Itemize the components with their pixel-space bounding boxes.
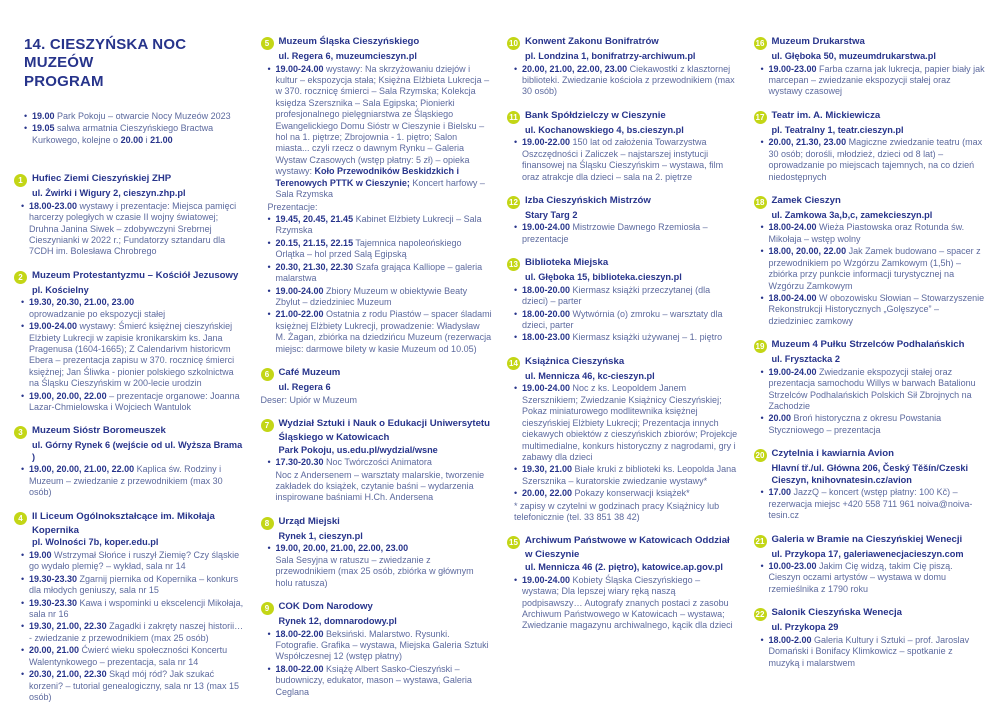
section-name: Konwent Zakonu Bonifratrów xyxy=(525,36,659,47)
time-label: 19.30, 21.00, 22.30 xyxy=(29,621,107,632)
time-label: 18.00, 20.00, 22.00 xyxy=(768,246,847,257)
section-name: Muzeum Sióstr Boromeuszek xyxy=(32,425,166,437)
bullet-icon: • xyxy=(760,413,764,424)
time-label: 19.00-24.00 xyxy=(29,321,78,332)
program-item: • 18.00-24.00 W obozowisku Słowian – Stowarzyszenie Rekonstrukcji Historycznych „Golęszyce” – dziedziniec zamkowy xyxy=(760,292,985,326)
bullet-icon: • xyxy=(267,285,271,296)
section-heading xyxy=(14,173,246,187)
section-number-badge: 19 xyxy=(754,340,767,353)
section-number-badge: 20 xyxy=(754,449,767,462)
time-label: 19.30-23.30 xyxy=(29,597,78,608)
section-number-badge: 17 xyxy=(754,111,767,124)
section-address: ul. Kochanowskiego 4, bs.cieszyn.pl xyxy=(525,124,684,135)
section-address: ul. Regera 6 xyxy=(278,382,331,393)
bullet-icon: • xyxy=(760,63,764,74)
section-heading xyxy=(261,601,493,615)
section-heading xyxy=(14,270,246,284)
bullet-icon: • xyxy=(21,597,25,608)
time-label: 19.00-24.00 xyxy=(522,222,571,233)
program-item: • 17.30-20.30 Noc Twórczości Animatora xyxy=(267,457,432,468)
section-heading xyxy=(754,448,986,462)
section-number-badge: 7 xyxy=(261,419,274,432)
bullet-icon: • xyxy=(514,488,518,499)
program-item: • 19.00, 20.00, 21.00, 22.00 Kaplica św. Rodziny i Muzeum – zwiedzanie z przewodnikiem (max 30 osób) xyxy=(21,464,223,498)
section-number-badge: 10 xyxy=(507,37,520,50)
program-section xyxy=(754,36,986,98)
section-name: Urząd Miejski xyxy=(278,515,340,527)
program-item: • 19.00-24.00 Mistrzowie Dawnego Rzemiosła – prezentacje xyxy=(514,222,708,244)
section-address: ul. Głęboka 50, muzeumdrukarstwa.pl xyxy=(771,51,936,61)
section-address: ul. Żwirki i Wigury 2, cieszyn.zhp.pl xyxy=(32,188,186,199)
section-address: Park Pokoju, us.edu.pl/wydzial/wsne xyxy=(278,444,438,455)
program-section xyxy=(754,607,986,669)
bullet-icon: • xyxy=(514,137,518,148)
section-address: ul. Zamkowa 3a,b,c, zamekcieszyn.pl xyxy=(771,209,933,220)
bullet-icon: • xyxy=(21,297,25,308)
section-name: Biblioteka Miejska xyxy=(525,257,609,269)
section-items xyxy=(754,222,986,327)
section-address: ul. Górny Rynek 6 (wejście od ul. Wyższa Brama ) xyxy=(32,440,243,462)
time-label: 19.00-23.00 xyxy=(768,63,817,74)
bullet-icon: • xyxy=(514,284,518,295)
bullet-icon: • xyxy=(24,123,28,134)
section-number-badge: 11 xyxy=(507,111,520,124)
section-address: Hlavní tř./ul. Główna 206, Český Těšín/Czeski Cieszyn, knihovnatesin.cz/avion xyxy=(771,463,969,485)
bullet-icon: • xyxy=(21,573,25,584)
program-item: • 20.00, 22.00 Pokazy konserwacji książek* xyxy=(514,488,690,499)
program-item: • 19.00-24.00 Zwiedzanie ekspozycji stałej oraz prezentacja samochodu Willys w barwach Batalionu Strzelców Podhalańskich Polskich Sił Zbrojnych na Zachodzie xyxy=(760,366,976,412)
time-label: 18.00-23.00 xyxy=(29,200,78,211)
section-number-badge: 21 xyxy=(754,535,767,548)
program-item: • 19.00, 20.00, 21.00, 22.00, 23.00 Sala Sesyjna w ratuszu – zwiedzanie z przewodnikiem (max 25 osób, zbiórka w głównym holu ratusza) xyxy=(267,543,474,588)
time-label: 21.00 xyxy=(150,134,173,145)
program-note: Noc z Andersenem – warsztaty malarskie, tworzenie zakładek do książek, czytanie baśni – wydarzenia inspirowane baśniami H.Ch. Andersena xyxy=(275,469,485,503)
program-item: • 19.00 Wstrzymał Słońce i ruszył Ziemię? Czy śląskie go wydało plemię? – wykład, sala nr 14 xyxy=(21,549,240,572)
section-items xyxy=(507,137,739,183)
section-heading xyxy=(14,511,246,537)
program-section xyxy=(507,535,739,631)
time-label: 20.00 xyxy=(768,413,792,424)
program-item: • 19.05 salwa armatnia Cieszyńskiego Bractwa Kurkowego, kolejne o 20.00 i 21.00 xyxy=(24,123,214,145)
section-name: Bank Spółdzielczy w Cieszynie xyxy=(525,109,666,121)
section-heading xyxy=(261,516,493,530)
time-label: 19.30, 20.30, 21.00, 23.00 xyxy=(29,297,135,308)
section-name: Teatr im. A. Mickiewicza xyxy=(771,109,881,121)
intro-list xyxy=(24,111,246,146)
page-title-line2: PROGRAM xyxy=(24,72,104,90)
section-address: Rynek 12, domnarodowy.pl xyxy=(278,616,397,627)
program-section xyxy=(14,511,246,704)
bullet-icon: • xyxy=(760,561,764,572)
program-item: • 19.30-23.30 Zgarnij piernika od Kopernika – konkurs dla młodych geniuszy, sala nr 15 xyxy=(21,573,239,596)
section-number-badge: 12 xyxy=(507,196,520,209)
section-items xyxy=(261,629,493,699)
page-title xyxy=(24,36,246,91)
time-label: 18.00-24.00 xyxy=(768,222,817,233)
time-label: 20.15, 21.15, 22.15 xyxy=(275,237,354,248)
bullet-icon: • xyxy=(760,634,764,645)
section-heading xyxy=(754,36,986,50)
section-number-badge: 9 xyxy=(261,602,274,615)
section-items xyxy=(14,297,246,413)
program-section xyxy=(507,36,739,98)
time-label: 17.30-20.30 xyxy=(275,457,324,468)
program-item: • 21.00-22.00 Ostatnia z rodu Piastów – spacer śladami księżnej Elżbiety Lukrecji, prowadzenie: Władysław M. Żagan, zbiórka na dziedzińcu Muzeum (rezerwacja miejsc: darmowe bilety w kasie Muzeum od 10.05) xyxy=(267,309,492,354)
time-label: 20.00, 22.00 xyxy=(522,488,573,499)
time-label: 19.00-24.00 xyxy=(522,574,571,585)
columns-container xyxy=(14,36,985,709)
section-items xyxy=(14,464,246,498)
bullet-icon: • xyxy=(514,222,518,233)
program-item: • 19.30-23.30 Kawa i wspominki u ekscelencji Mikołaja, sala nr 16 xyxy=(21,597,244,620)
time-label: 18.00-20.00 xyxy=(522,284,571,295)
program-section xyxy=(507,257,739,344)
section-number-badge: 18 xyxy=(754,196,767,209)
program-section xyxy=(14,425,246,498)
page-title-line1: 14. CIESZYŃSKA NOC MUZEÓW xyxy=(24,36,187,72)
section-number-badge: 4 xyxy=(14,512,27,525)
program-section xyxy=(14,270,246,414)
section-name: Café Muzeum xyxy=(278,367,341,379)
program-item: • 20.00, 21.00, 22.00, 23.00 Ciekawostki z klasztornej biblioteki. Zwiedzanie kościoła z przewodnikiem (max 30 osób) xyxy=(514,63,735,97)
section-items xyxy=(507,383,739,523)
section-heading xyxy=(507,356,739,370)
time-label: 20.30, 21.00, 22.30 xyxy=(29,669,107,680)
program-item: • 18.00-22.00 Beksiński. Malarstwo. Rysunki. Fotografie. Grafika – wystawa, Miejska Galeria Sztuki Współczesnej 12 (wstęp płatny) xyxy=(267,628,489,662)
time-label: 17.00 xyxy=(768,487,792,498)
bullet-icon: • xyxy=(21,390,25,401)
program-item: • 19.00-22.00 150 lat od założenia Towarzystwa Oszczędności i Zaliczek – najstarszej instytucji finansowej na Śląsku Cieszyńskim – wystawa, film oraz atrakcje dla dzieci – sala na 2. piętrze xyxy=(514,137,724,182)
program-item: • 18.00-20.00 Wytwórnia (o) zmroku – warsztaty dla dzieci, parter xyxy=(514,308,723,331)
section-address: Rynek 1, cieszyn.pl xyxy=(278,530,363,541)
section-name: Hufiec Ziemi Cieszyńskiej ZHP xyxy=(32,173,172,185)
section-heading xyxy=(754,534,986,548)
program-section xyxy=(754,110,986,183)
column-2 xyxy=(261,36,493,709)
program-item: • 19.00 Park Pokoju – otwarcie Nocy Muzeów 2023 xyxy=(24,110,231,121)
section-address: ul. Przykopa 17, galeriawenecjacieszyn.com xyxy=(771,548,964,559)
time-label: 19.30-23.30 xyxy=(29,573,78,584)
time-label: 19.00-24.00 xyxy=(522,383,571,394)
program-item: • 19.30, 21.00 Białe kruki z biblioteki ks. Leopolda Jana Szersznika – kuratorskie zwiedzanie wystawy* xyxy=(514,464,737,486)
program-section xyxy=(754,448,986,521)
section-address: pl. Kościelny xyxy=(32,284,89,295)
bullet-icon: • xyxy=(267,628,271,639)
time-label: 18.00-24.00 xyxy=(768,292,817,303)
column-4 xyxy=(754,36,986,709)
bullet-icon: • xyxy=(514,464,518,475)
section-number-badge: 15 xyxy=(507,536,520,549)
time-label: 19.00 xyxy=(29,549,52,560)
section-name: Muzeum Drukarstwa xyxy=(771,36,865,47)
time-label: 20.00 xyxy=(120,134,144,145)
bullet-icon: • xyxy=(21,669,25,680)
column-2-sections xyxy=(261,36,493,698)
section-address: ul. Regera 6, muzeumcieszyn.pl xyxy=(278,51,417,61)
bullet-icon: • xyxy=(267,237,271,248)
section-address: ul. Przykopa 29 xyxy=(771,622,839,633)
time-label: 19.00 xyxy=(32,110,55,121)
section-heading xyxy=(507,36,739,50)
section-heading xyxy=(261,418,493,444)
section-number-badge: 3 xyxy=(14,426,27,439)
program-item: • 19.45, 20.45, 21.45 Kabinet Elżbiety Lukrecji – Sala Rzymska xyxy=(267,213,482,236)
program-section xyxy=(754,534,986,596)
time-label: 20.00, 21.00, 22.00, 23.00 xyxy=(522,63,628,74)
time-label: 18.00-22.00 xyxy=(275,663,324,674)
bullet-icon: • xyxy=(760,137,764,148)
bullet-icon: • xyxy=(514,574,518,585)
section-number-badge: 2 xyxy=(14,271,27,284)
program-note: * zapisy w czytelni w godzinach pracy Książnicy lub telefonicznie (tel. 33 851 38 42) xyxy=(514,500,720,523)
time-label: 20.00, 21.00 xyxy=(29,645,80,656)
section-address: ul. Mennicza 46 (2. piętro), katowice.ap.gov.pl xyxy=(525,562,723,573)
section-items xyxy=(754,561,986,595)
bullet-icon: • xyxy=(267,543,271,554)
section-number-badge: 1 xyxy=(14,174,27,187)
time-label: 19.00-24.00 xyxy=(768,366,817,377)
section-address: Stary Targ 2 xyxy=(525,209,578,220)
section-heading xyxy=(261,36,493,50)
section-heading xyxy=(754,110,986,124)
bullet-icon: • xyxy=(760,246,764,257)
bullet-icon: • xyxy=(514,383,518,394)
time-label: Koło Przewodników Beskidzkich i Terenowych PTTK w Cieszynie; xyxy=(275,166,460,188)
time-label: 18.00-2.00 xyxy=(768,634,812,645)
section-items xyxy=(261,395,493,406)
program-note: Deser: Upiór w Muzeum xyxy=(260,394,358,405)
section-name: Książnica Cieszyńska xyxy=(525,355,625,367)
program-note: Prezentacje: xyxy=(267,201,318,212)
program-section xyxy=(754,339,986,436)
program-section xyxy=(261,367,493,406)
section-heading xyxy=(261,367,493,381)
bullet-icon: • xyxy=(514,63,518,74)
time-label: 19.05 xyxy=(32,123,55,134)
program-section xyxy=(754,195,986,327)
section-number-badge: 22 xyxy=(754,608,767,621)
section-number-badge: 5 xyxy=(261,37,274,50)
program-item: • 19.00-24.00 Zbiory Muzeum w obiektywie Beaty Zbylut – dziedziniec Muzeum xyxy=(267,285,468,307)
program-section xyxy=(261,36,493,355)
section-name: Archiwum Państwowe w Katowicach Oddział w Cieszynie xyxy=(525,535,730,561)
program-item: • 20.15, 21.15, 22.15 Tajemnica napoleońskiego Orlątka – hol przed Salą Egipską xyxy=(267,237,462,260)
time-label: 20.30, 21.30, 22.30 xyxy=(275,261,354,272)
bullet-icon: • xyxy=(24,110,28,121)
program-item: • 18.00-20.00 Kiermasz książki przeczytanej (dla dzieci) – parter xyxy=(514,284,711,307)
program-item: • 20.00, 21.00 Ćwierć wieku społeczności Koncertu Walentynkowego – prezentacja, sala nr 14 xyxy=(21,645,228,667)
program-section xyxy=(507,110,739,183)
section-heading xyxy=(507,110,739,124)
bullet-icon: • xyxy=(21,464,25,475)
section-items xyxy=(507,285,739,344)
section-heading xyxy=(754,607,986,621)
time-label: 19.00-24.00 xyxy=(275,285,324,296)
program-item: • 19.00, 20.00, 22.00 – prezentacje organowe: Joanna Lazar-Chmielowska i Wojciech Wantulok xyxy=(21,390,240,413)
program-item: • 20.30, 21.30, 22.30 Szafa grająca Kalliope – galeria malarstwa xyxy=(267,261,483,284)
time-label: 19.00-22.00 xyxy=(522,137,571,148)
time-label: 19.00, 20.00, 22.00 xyxy=(29,390,107,401)
section-name: Wydział Sztuki i Nauk o Edukacji Uniwersytetu Śląskiego w Katowicach xyxy=(278,417,490,443)
section-number-badge: 16 xyxy=(754,37,767,50)
program-item: • 18.00, 20.00, 22.00 Jak Zamek budowano – spacer z przewodnikiem po Wzgórzu Zamkowym (1,5h) – zbiórka przy punkcie informacji turystycznej na Wzgórzu Zamkowym xyxy=(760,246,981,291)
section-items xyxy=(14,550,246,703)
section-name: COK Dom Narodowy xyxy=(278,601,373,613)
column-1-sections xyxy=(14,173,246,703)
section-name: Muzeum 4 Pułku Strzelców Podhalańskich xyxy=(771,339,965,351)
section-address: pl. Teatralny 1, teatr.cieszyn.pl xyxy=(771,124,904,135)
time-label: 19.00-24.00 xyxy=(275,63,324,74)
time-label: 18.00-22.00 xyxy=(275,628,324,639)
bullet-icon: • xyxy=(514,308,518,319)
program-section xyxy=(261,516,493,589)
program-item: • 18.00-2.00 Galeria Kultury i Sztuki – prof. Jaroslav Domański i Bonifacy Klimkowicz – spotkanie z muzyką i malarstwem xyxy=(760,634,970,668)
time-label: 10.00-23.00 xyxy=(768,561,817,572)
program-item: • 10.00-23.00 Jakim Cię widzą, takim Cię piszą. Cieszyn oczami artystów – wystawa w domu rzemieślnika z 1790 roku xyxy=(760,561,953,594)
time-label: 19.45, 20.45, 21.45 xyxy=(275,213,354,224)
section-heading xyxy=(507,535,739,561)
column-3 xyxy=(507,36,739,709)
section-address: ul. Frysztacka 2 xyxy=(771,354,840,365)
section-items xyxy=(754,64,986,98)
program-section xyxy=(507,356,739,524)
program-item: • 19.00-24.00 Kobiety Śląska Cieszyńskiego – wystawa; Dla lepszej wiary ręką naszą podpisawszy… Autografy znanych postaci z zasobu Archiwum Państwowego w Katowicach – wystawa; Zwiedzanie magazynu archiwalnego, kącik dla dzieci xyxy=(514,574,733,631)
program-item: • 20.30, 21.00, 22.30 Skąd mój ród? Jak szukać korzeni? – tutorial genealogiczny, sala nr 13 (max 15 osób) xyxy=(21,669,239,703)
time-label: 18.00-23.00 xyxy=(522,332,571,343)
program-item: • 18.00-24.00 Wieża Piastowska oraz Rotunda św. Mikołaja – wstęp wolny xyxy=(760,222,965,244)
program-item: • 18.00-23.00 wystawy i prezentacje: Miejsca pamięci harcerzy poległych w czasie II wojny światowej; Druhna Janina Siwek – zdobywczyni Srebrnej Cieszynianki w 2022 r.; Fundatorzy sztandaru dla 7CDH im. Bolesława Chrobrego xyxy=(21,200,237,257)
time-label: 19.00, 20.00, 21.00, 22.00, 23.00 xyxy=(275,543,409,554)
bullet-icon: • xyxy=(21,645,25,656)
program-item: • 19.00-23.00 Farba czarna jak lukrecja, papier biały jak marcepan – zwiedzanie ekspozycji stałej oraz wystawy czasowej xyxy=(760,63,985,97)
section-number-badge: 6 xyxy=(261,368,274,381)
program-item: • 18.00-22.00 Książę Albert Sasko-Cieszyński – budowniczy, edukator, mason – wystawa, Galeria Ceglana xyxy=(267,663,472,697)
column-1 xyxy=(14,36,246,709)
section-items xyxy=(754,367,986,437)
bullet-icon: • xyxy=(760,222,764,233)
section-heading xyxy=(507,195,739,209)
bullet-icon: • xyxy=(267,261,271,272)
bullet-icon: • xyxy=(267,457,271,468)
section-number-badge: 8 xyxy=(261,517,274,530)
program-item: • 20.00, 21.30, 23.00 Magiczne zwiedzanie teatru (max 30 osób; dorośli, młodzież, dzieci od 8 lat) – oprowadzanie po miejscach tajemnych, na co dzień niedostępnych xyxy=(760,137,983,182)
program-item: • 19.30, 20.30, 21.00, 23.00 oprowadzanie po ekspozycji stałej xyxy=(21,297,166,319)
section-address: pl. Wolności 7b, koper.edu.pl xyxy=(32,537,159,548)
section-name: Czytelnia i kawiarnia Avion xyxy=(771,448,894,460)
intro-block xyxy=(24,111,246,146)
program-section xyxy=(261,418,493,504)
bullet-icon: • xyxy=(21,549,25,560)
bullet-icon: • xyxy=(514,332,518,343)
time-label: 19.30, 21.00 xyxy=(522,464,573,475)
section-name: Salonik Cieszyńska Wenecja xyxy=(771,607,902,619)
section-address: ul. Mennicza 46, kc-cieszyn.pl xyxy=(525,370,655,381)
bullet-icon: • xyxy=(21,321,25,332)
column-4-sections xyxy=(754,36,986,669)
program-item: • 20.00 Broń historyczna z okresu Powstania Styczniowego – prezentacja xyxy=(760,413,942,435)
time-label: 18.00-20.00 xyxy=(522,308,571,319)
section-name: Zamek Cieszyn xyxy=(771,194,841,206)
program-section xyxy=(507,195,739,245)
section-items xyxy=(754,137,986,183)
section-items xyxy=(754,487,986,521)
section-address: pl. Londzina 1, bonifratrzy-archiwum.pl xyxy=(525,51,696,61)
program-item: • 19.30, 21.00, 22.30 Zagadki i zakręty naszej historii… - zwiedzanie z przewodnikiem (max 25 osób) xyxy=(21,621,244,643)
program-item: • 17.00 JazzQ – koncert (wstęp płatny: 100 Kč) – rezerwacja miejsc +420 558 711 961 noiva@noiva-tesin.cz xyxy=(760,487,973,521)
bullet-icon: • xyxy=(21,621,25,632)
bullet-icon: • xyxy=(267,663,271,674)
section-heading xyxy=(754,339,986,353)
program-section xyxy=(14,173,246,258)
section-name: II Liceum Ogólnokształcące im. Mikołaja Kopernika xyxy=(32,510,215,536)
section-items xyxy=(507,64,739,98)
bullet-icon: • xyxy=(267,213,271,224)
program-item: • 19.00-24.00 wystawy: Śmierć księżnej cieszyńskiej Elżbiety Lukrecji w zapisie kronikarskim ks. Jana Pragenusa (1604-1665); Z Calendarivm historicvm Ebera – prezentacja zapisu w 370. rocznicę śmierci księżnej; Jan Śliwka - pionier polskiego szkolnictwa na Śląsku Cieszyńskim w 200-lecie urodzin xyxy=(21,321,235,389)
bullet-icon: • xyxy=(21,200,25,211)
section-address: ul. Głęboka 15, biblioteka.cieszyn.pl xyxy=(525,272,682,283)
program-item: • 19.00-24.00 wystawy: Na skrzyżowaniu dziejów i kultur – ekspozycja stała; Księżna Elżbieta Lukrecja – w 370. rocznicę śmierci – Sala Rzymska; Kolekcja księdza Szersznika – Sala Egipska; Pionierki profesjonalnego pielęgniarstwa ze Śląskiego Ewangelickiego Domu Sióstr w Cieszynie i Bielsku – hol na 1. piętrze; Zbrojownia - 1. piętro; Salon miasta... czyli rzecz o dawnym Rynku – Galeria Wystaw Czasowych (wstęp płatny: 5 zł) – opieka wystawy: Koło Przewodników Beskidzkich i Terenowych PTTK w Cieszynie; Koncert harfowy – Sala Rzymska xyxy=(267,63,490,200)
section-items xyxy=(14,201,246,258)
program-item: • 18.00-23.00 Kiermasz książki używanej – 1. piętro xyxy=(514,332,723,343)
section-items xyxy=(261,457,493,504)
section-heading xyxy=(14,425,246,439)
program-item: • 19.00-24.00 Noc z ks. Leopoldem Janem Szersznikiem; Zwiedzanie Książnicy Cieszyńskiej; Pokaz miniaturowego modlitewnika księżnej cieszyńskiej Elżbiety Lukrecji; Prezentacja innych ciekawych obiektów z cieszyńskich zbiorów; Projekcje multimedialne, konkurs historyczny z nagrodami, gry i zabawy dla dzieci xyxy=(514,383,738,462)
section-heading xyxy=(507,257,739,271)
section-items xyxy=(754,635,986,669)
section-name: Galeria w Bramie na Cieszyńskiej Wenecji xyxy=(771,533,963,545)
time-label: 20.00, 21.30, 23.00 xyxy=(768,137,847,148)
column-3-sections xyxy=(507,36,739,632)
section-items xyxy=(507,222,739,245)
bullet-icon: • xyxy=(267,309,271,320)
bullet-icon: • xyxy=(760,366,764,377)
section-items xyxy=(507,575,739,632)
section-items xyxy=(261,543,493,589)
section-number-badge: 14 xyxy=(507,357,520,370)
bullet-icon: • xyxy=(267,63,271,74)
section-name: Muzeum Śląska Cieszyńskiego xyxy=(278,36,420,47)
section-number-badge: 13 xyxy=(507,258,520,271)
program-section xyxy=(261,601,493,698)
section-name: Muzeum Protestantyzmu – Kościół Jezusowy xyxy=(32,269,239,281)
time-label: 19.00, 20.00, 21.00, 22.00 xyxy=(29,464,135,475)
section-heading xyxy=(754,195,986,209)
section-name: Izba Cieszyńskich Mistrzów xyxy=(525,194,651,206)
bullet-icon: • xyxy=(760,292,764,303)
time-label: 21.00-22.00 xyxy=(275,309,324,320)
section-items xyxy=(261,64,493,356)
bullet-icon: • xyxy=(760,487,764,498)
